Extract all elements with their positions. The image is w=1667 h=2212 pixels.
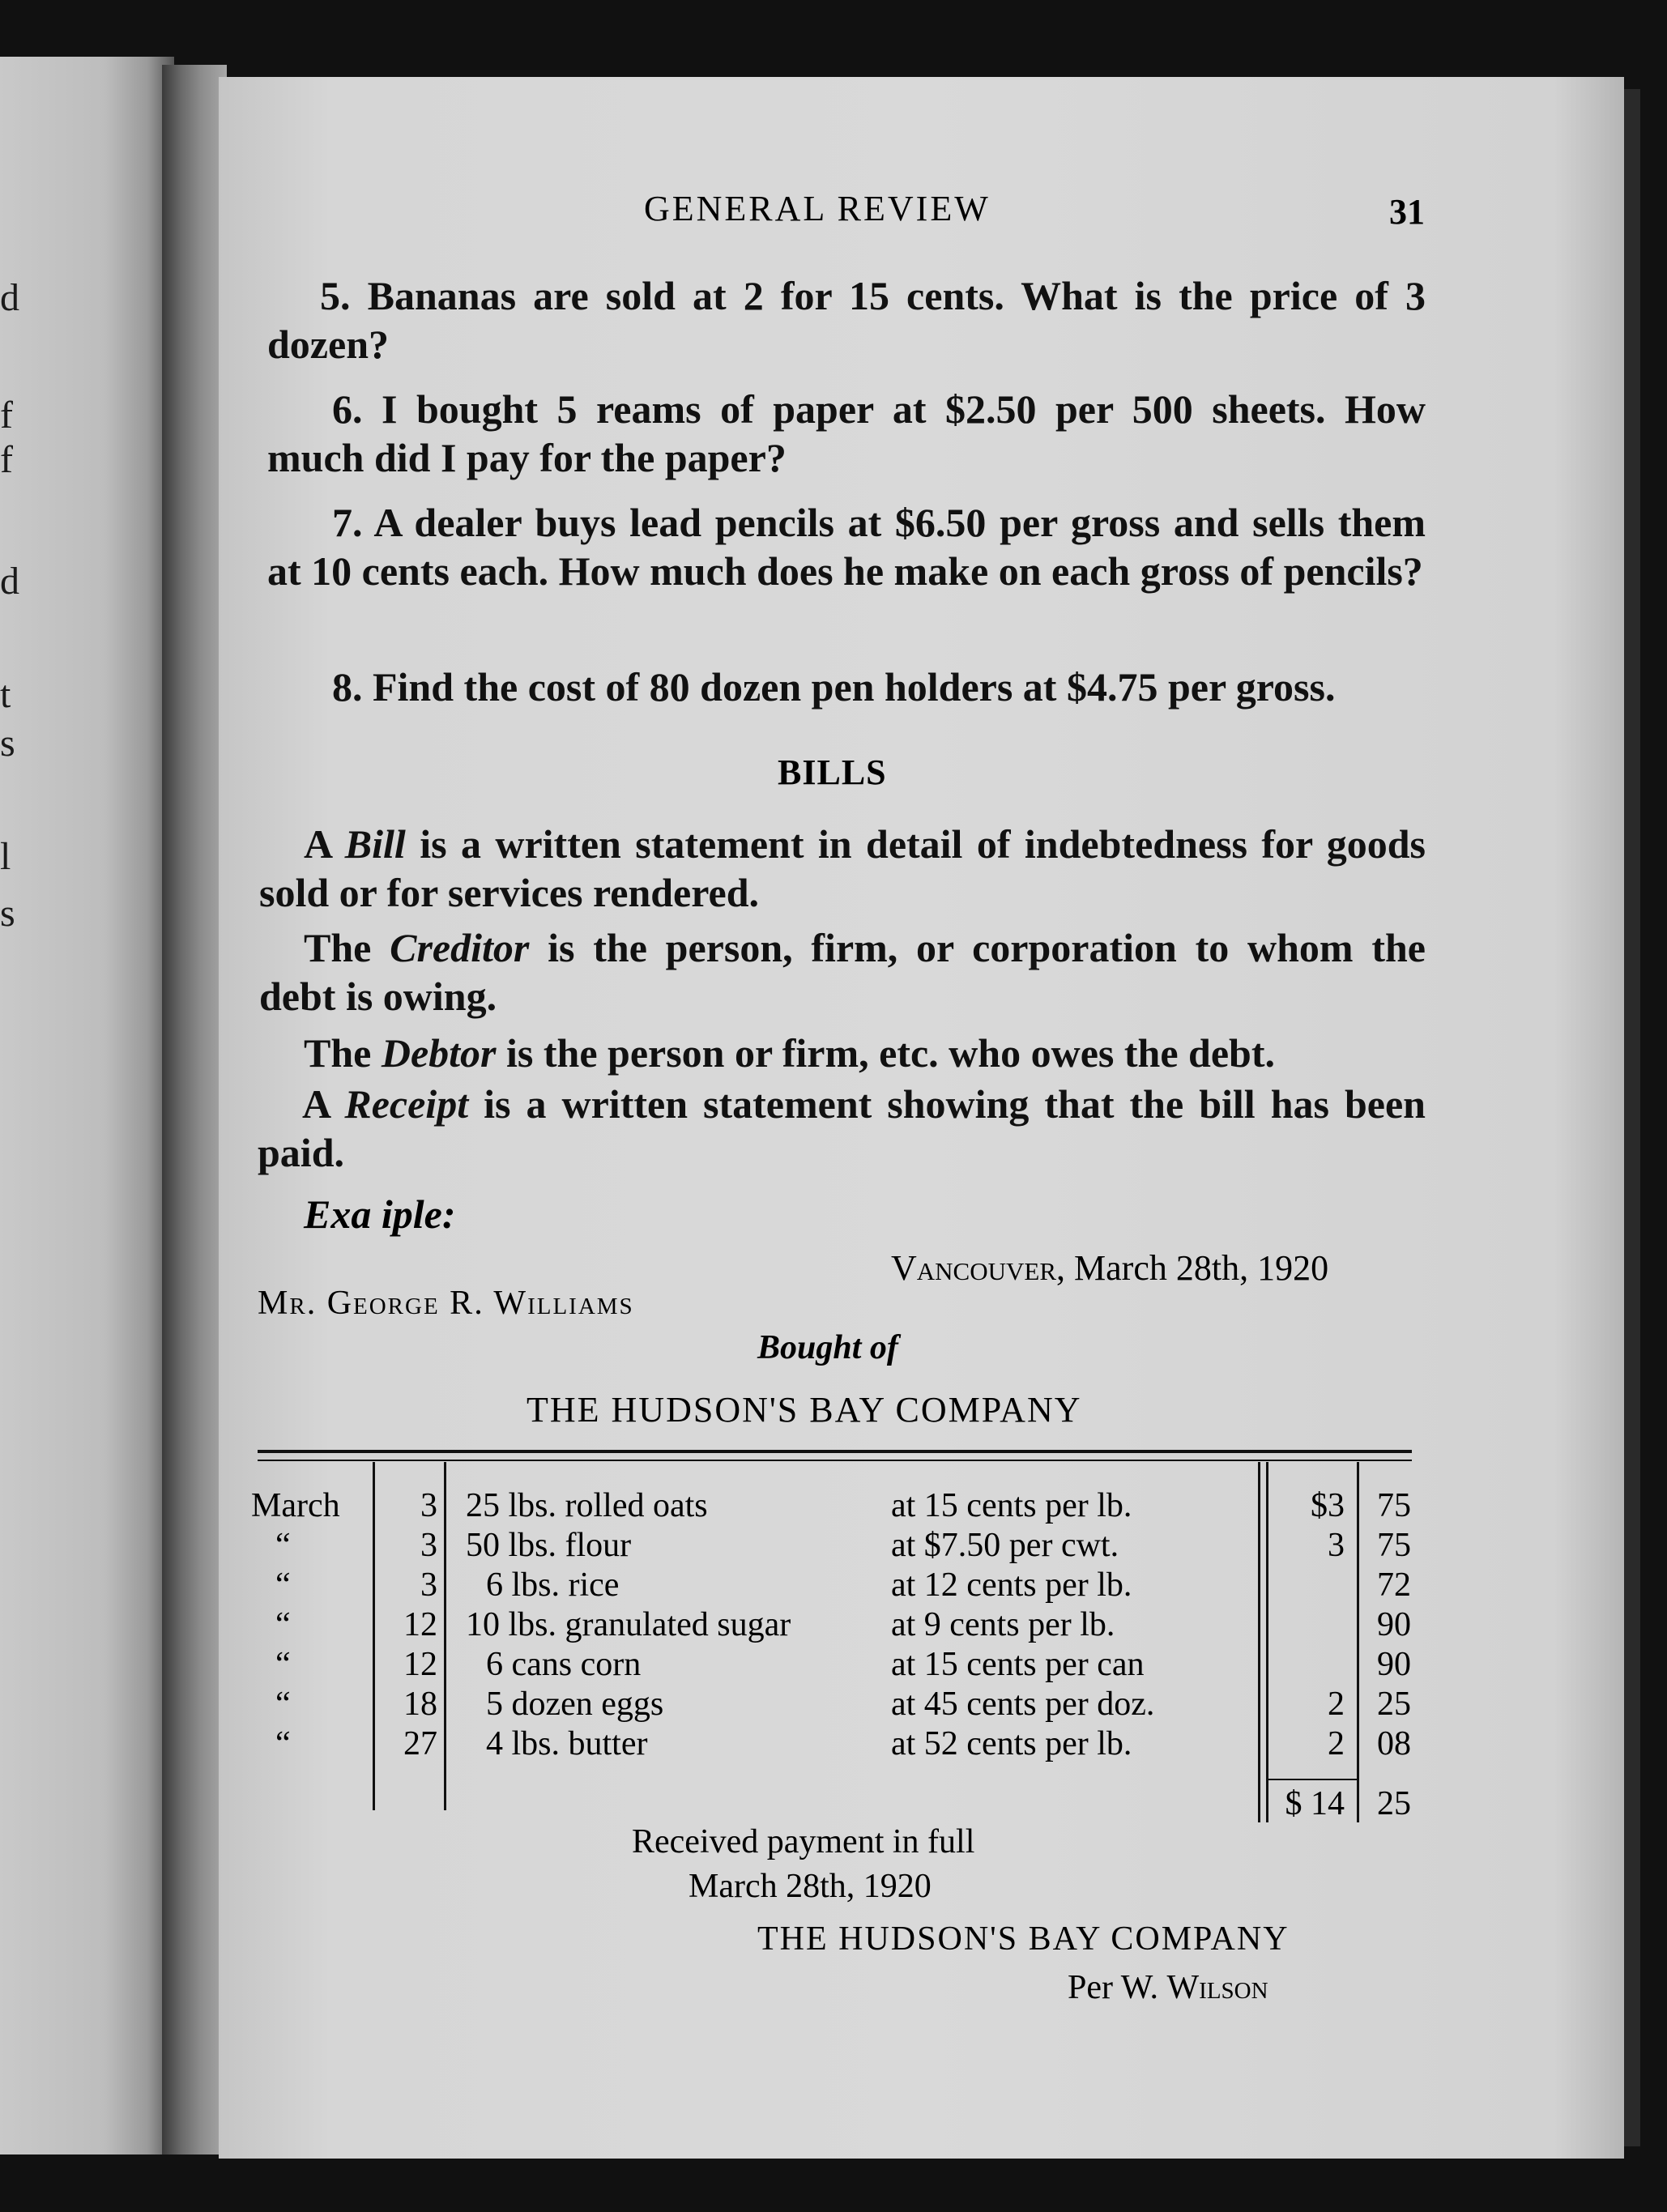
page-number: 31 bbox=[1389, 192, 1425, 232]
table-row: “ 12 6 cans corn at 15 cents per can 90 bbox=[275, 1646, 1411, 1683]
problem-7: 7. A dealer buys lead pencils at $6.50 per gross and sells them at 10 cents each. How much does he make on each gross of pencils? bbox=[267, 500, 1426, 594]
table-row: “ 12 10 lbs. granulated sugar at 9 cents per lb. 90 bbox=[275, 1606, 1411, 1643]
receipt-line: Received payment in full bbox=[632, 1823, 975, 1860]
table-row: March 3 25 lbs. rolled oats at 15 cents per lb. $3 75 bbox=[251, 1487, 1411, 1524]
total-cents: 25 bbox=[1377, 1785, 1411, 1822]
problem-8: 8. Find the cost of 80 dozen pen holders at $4.75 per gross. bbox=[332, 664, 1336, 710]
book-gutter bbox=[162, 65, 227, 2154]
table-row: “ 27 4 lbs. butter at 52 cents per lb. 2 08 bbox=[275, 1725, 1411, 1762]
example-label: Exa iple: bbox=[304, 1191, 456, 1237]
definition-debtor: The Debtor is the person or firm, etc. who owes the debt. bbox=[304, 1030, 1275, 1076]
table-row: “ 3 6 lbs. rice at 12 cents per lb. 72 bbox=[275, 1566, 1411, 1604]
left-page-fragment: s bbox=[0, 722, 15, 765]
left-page-fragment: f bbox=[0, 394, 13, 437]
left-page-fragment: d bbox=[0, 560, 19, 603]
running-header: GENERAL REVIEW bbox=[644, 189, 991, 228]
invoice-company: THE HUDSON'S BAY COMPANY bbox=[527, 1390, 1082, 1430]
table-top-rule bbox=[258, 1450, 1412, 1453]
left-page-fragment: l bbox=[0, 835, 11, 878]
total-dollars: $ 14 bbox=[1285, 1785, 1345, 1822]
left-page-fragment: t bbox=[0, 673, 11, 716]
left-page bbox=[0, 57, 174, 2154]
definition-creditor: The Creditor is the person, firm, or corporation to whom the debt is owing. bbox=[259, 925, 1426, 1019]
definition-receipt: A Receipt is a written statement showing that the bill has been paid. bbox=[258, 1081, 1426, 1175]
page-edge bbox=[1624, 89, 1640, 2146]
left-page-fragment: s bbox=[0, 892, 15, 935]
table-row: “ 18 5 dozen eggs at 45 cents per doz. 2 25 bbox=[275, 1686, 1411, 1723]
table-total-row bbox=[251, 1784, 1418, 1825]
problem-5: 5. Bananas are sold at 2 for 15 cents. What is the price of 3 dozen? bbox=[267, 273, 1426, 367]
left-page-fragment: f bbox=[0, 438, 13, 481]
definition-bill: A Bill is a written statement in detail of indebtedness for goods sold or for services rendered. bbox=[259, 821, 1426, 915]
table-row: “ 3 50 lbs. flour at $7.50 per cwt. 3 75 bbox=[275, 1527, 1411, 1564]
receipt-signature: Per W. Wilson bbox=[1068, 1969, 1268, 2006]
section-title: BILLS bbox=[778, 752, 887, 792]
invoice-customer: Mr. George R. Williams bbox=[258, 1285, 634, 1322]
total-rule bbox=[1266, 1779, 1357, 1780]
problem-6: 6. I bought 5 reams of paper at $2.50 per 500 sheets. How much did I pay for the paper? bbox=[267, 386, 1426, 480]
left-page-fragment: d bbox=[0, 276, 19, 319]
receipt-date: March 28th, 1920 bbox=[689, 1868, 932, 1905]
invoice-bought-of: Bought of bbox=[757, 1329, 898, 1366]
table-top-rule-thin bbox=[258, 1460, 1412, 1461]
receipt-company: THE HUDSON'S BAY COMPANY bbox=[757, 1920, 1290, 1958]
invoice-place-date: Vancouver, March 28th, 1920 bbox=[891, 1248, 1329, 1288]
